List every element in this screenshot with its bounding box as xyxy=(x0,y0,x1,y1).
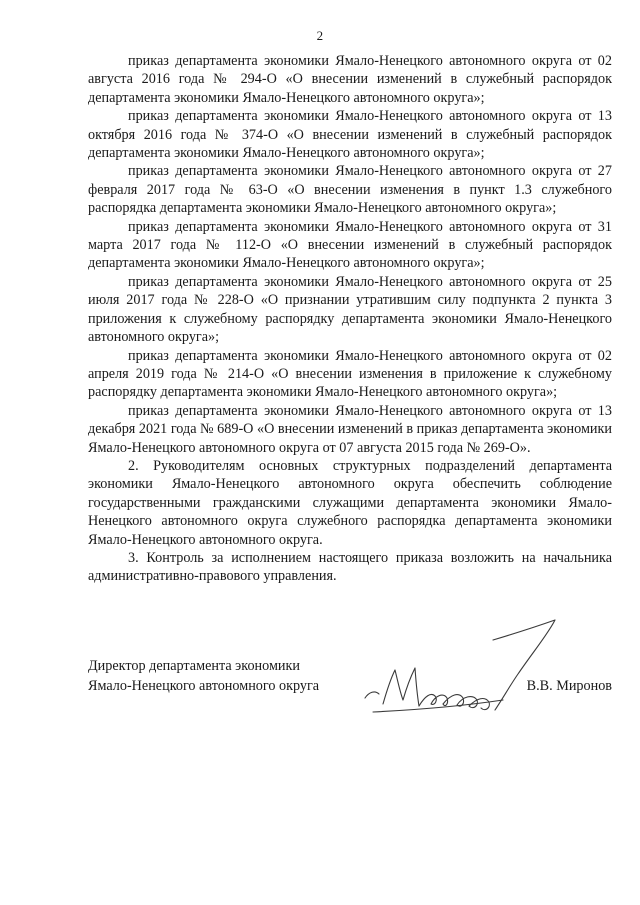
paragraph-order-2019-214: приказ департамента экономики Ямало-Ненецкого автономного округа от 02 апреля 2019 года № 214-О «О внесении изменения в приложение к служебному распорядку департамента экономики Ямало-Ненецкого автономного округа»; xyxy=(88,347,612,401)
signatory-title xyxy=(88,656,319,696)
page-number: 2 xyxy=(316,28,324,43)
paragraph-order-2017-112: приказ департамента экономики Ямало-Ненецкого автономного округа от 31 марта 2017 года № 112-О «О внесении изменений в служебный распорядок департамента экономики Ямало-Ненецкого автономного округа»; xyxy=(88,218,612,272)
paragraph-order-2021-689: приказ департамента экономики Ямало-Ненецкого автономного округа от 13 декабря 2021 года № 689-О «О внесении изменений в приказ департамента экономики Ямало-Ненецкого автономного округа от 07 августа 2015 года № 269-О». xyxy=(88,402,612,456)
signature-block xyxy=(88,656,612,766)
signatory-name: В.В. Миронов xyxy=(526,678,612,694)
paragraph-item-2: 2. Руководителям основных структурных подразделений департамента экономики Ямало-Ненецкого автономного округа обеспечить соблюдение государственными гражданскими служащими департамента экономики Ямало-Ненецкого автономного округа служебного распорядка департамента экономики Ямало-Ненецкого автономного округа. xyxy=(88,457,612,548)
handwritten-signature xyxy=(343,612,573,762)
paragraph-order-2016-374: приказ департамента экономики Ямало-Ненецкого автономного округа от 13 октября 2016 года № 374-О «О внесении изменений в служебный распорядок департамента экономики Ямало-Ненецкого автономного округа»; xyxy=(88,108,612,162)
paragraph-order-2016-294: приказ департамента экономики Ямало-Ненецкого автономного округа от 02 августа 2016 года № 294-О «О внесении изменений в служебный распорядок департамента экономики Ямало-Ненецкого автономного округа»; xyxy=(88,53,612,106)
paragraph-item-3: 3. Контроль за исполнением настоящего приказа возложить на начальника административно-правового управления. xyxy=(88,549,612,585)
paragraph-order-2017-228: приказ департамента экономики Ямало-Ненецкого автономного округа от 25 июля 2017 года № 228-О «О признании утратившим силу подпункта 2 пункта 3 приложения к служебному распорядку департамента экономики Ямало-Ненецкого автономного округа»; xyxy=(88,273,612,346)
paragraph-order-2017-63: приказ департамента экономики Ямало-Ненецкого автономного округа от 27 февраля 2017 года № 63-О «О внесении изменения в пункт 1.3 служебного распорядка департамента экономики Ямало-Ненецкого автономного округа»; xyxy=(88,163,612,217)
signatory-title-line-1: Директор департамента экономики xyxy=(88,658,301,674)
document-body xyxy=(88,52,612,586)
signatory-title-line-2: Ямало-Ненецкого автономного округа xyxy=(88,678,320,694)
